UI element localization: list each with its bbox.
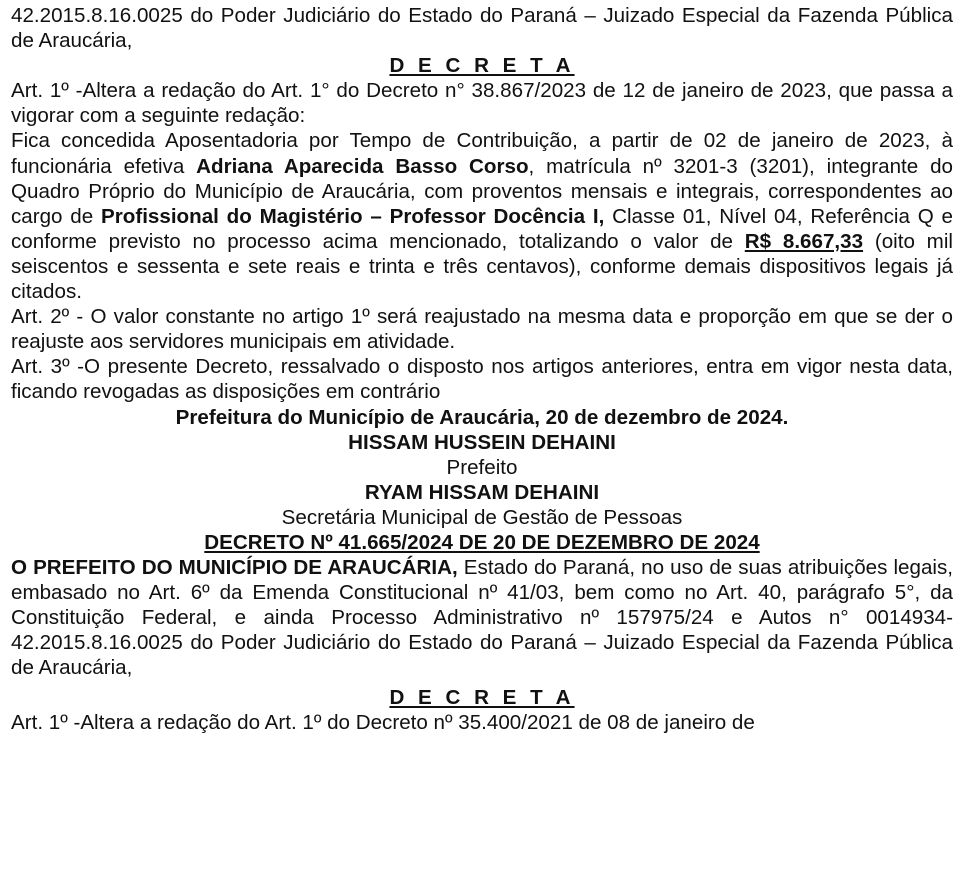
signer-secretary-name: RYAM HISSAM DEHAINI (364, 480, 600, 504)
article-2: Art. 2º - O valor constante no artigo 1º será reajustado na mesma data e proporção em que se der o reajuste aos servidores municipais em atividade. (11, 305, 953, 354)
article-1-text-part2: , matrícula nº 3201-3 (3201), integrante do Quadro Próprio do Município de Araucária, com proventos mensais e integrais, correspondentes ao cargo de (11, 154, 953, 228)
article-1-text-part4: (oito mil seiscentos e sessenta e sete reais e trinta e três centavos), conforme demais dispositivos legais já citados. (11, 229, 953, 304)
preamble-authority: O PREFEITO DO MUNICÍPIO DE ARAUCÁRIA, (11, 556, 458, 580)
signer-mayor-role: Prefeito (446, 455, 518, 479)
article-3: Art. 3º -O presente Decreto, ressalvado o disposto nos artigos anteriores, entra em vigor nesta data, ficando revogadas as disposições em contrário (11, 355, 953, 404)
employee-name: Adriana Aparecida Basso Corso (196, 154, 529, 178)
place-and-date: Prefeitura do Município de Araucária, 20 de dezembro de 2024. (175, 405, 789, 429)
preamble-text: Estado do Paraná, no uso de suas atribuições legais, embasado no Art. 6º da Emenda Constitucional nº 41/03, bem como no Art. 40, parágrafo 5°, da Constituição Federal, e ainda Processo Administrativo nº 157975/24 e Autos n° 0014934-42.2015.8.16.0025 do Poder Judiciário do Estado do Paraná – Juizado Especial da Fazenda Pública de Araucária, (11, 556, 954, 680)
signer-mayor-name: HISSAM HUSSEIN DEHAINI (348, 430, 616, 454)
pension-amount: R$ 8.667,33 (744, 229, 864, 253)
article-1-intro: Art. 1º -Altera a redação do Art. 1° do Decreto n° 38.867/2023 de 12 de janeiro de 2023, que passa a vigorar com a seguinte redação: (11, 79, 953, 128)
decreta-heading-2: D E C R E T A (389, 685, 575, 709)
job-title: Profissional do Magistério – Professor Docência I, (101, 204, 605, 228)
article-1-body (11, 128, 953, 304)
decreta-heading: D E C R E T A (389, 54, 575, 78)
document-page (11, 3, 953, 735)
article-1-cut-off: Art. 1º -Altera a redação do Art. 1º do Decreto nº 35.400/2021 de 08 de janeiro de (11, 710, 755, 734)
decree-title: DECRETO Nº 41.665/2024 DE 20 DE DEZEMBRO DE 2024 (204, 530, 760, 554)
signer-secretary-role: Secretária Municipal de Gestão de Pessoas (281, 505, 683, 529)
article-1-text-part3: Classe 01, Nível 04, Referência Q e conforme previsto no processo acima mencionado, totalizando o valor de (11, 204, 953, 253)
intro-paragraph-tail: 42.2015.8.16.0025 do Poder Judiciário do Estado do Paraná – Juizado Especial da Fazenda Pública de Araucária, (11, 4, 953, 53)
decree-preamble (11, 555, 953, 680)
article-1-text-part1: Fica concedida Aposentadoria por Tempo de Contribuição, a partir de 02 de janeiro de 2023, à funcionária efetiva (11, 129, 953, 178)
